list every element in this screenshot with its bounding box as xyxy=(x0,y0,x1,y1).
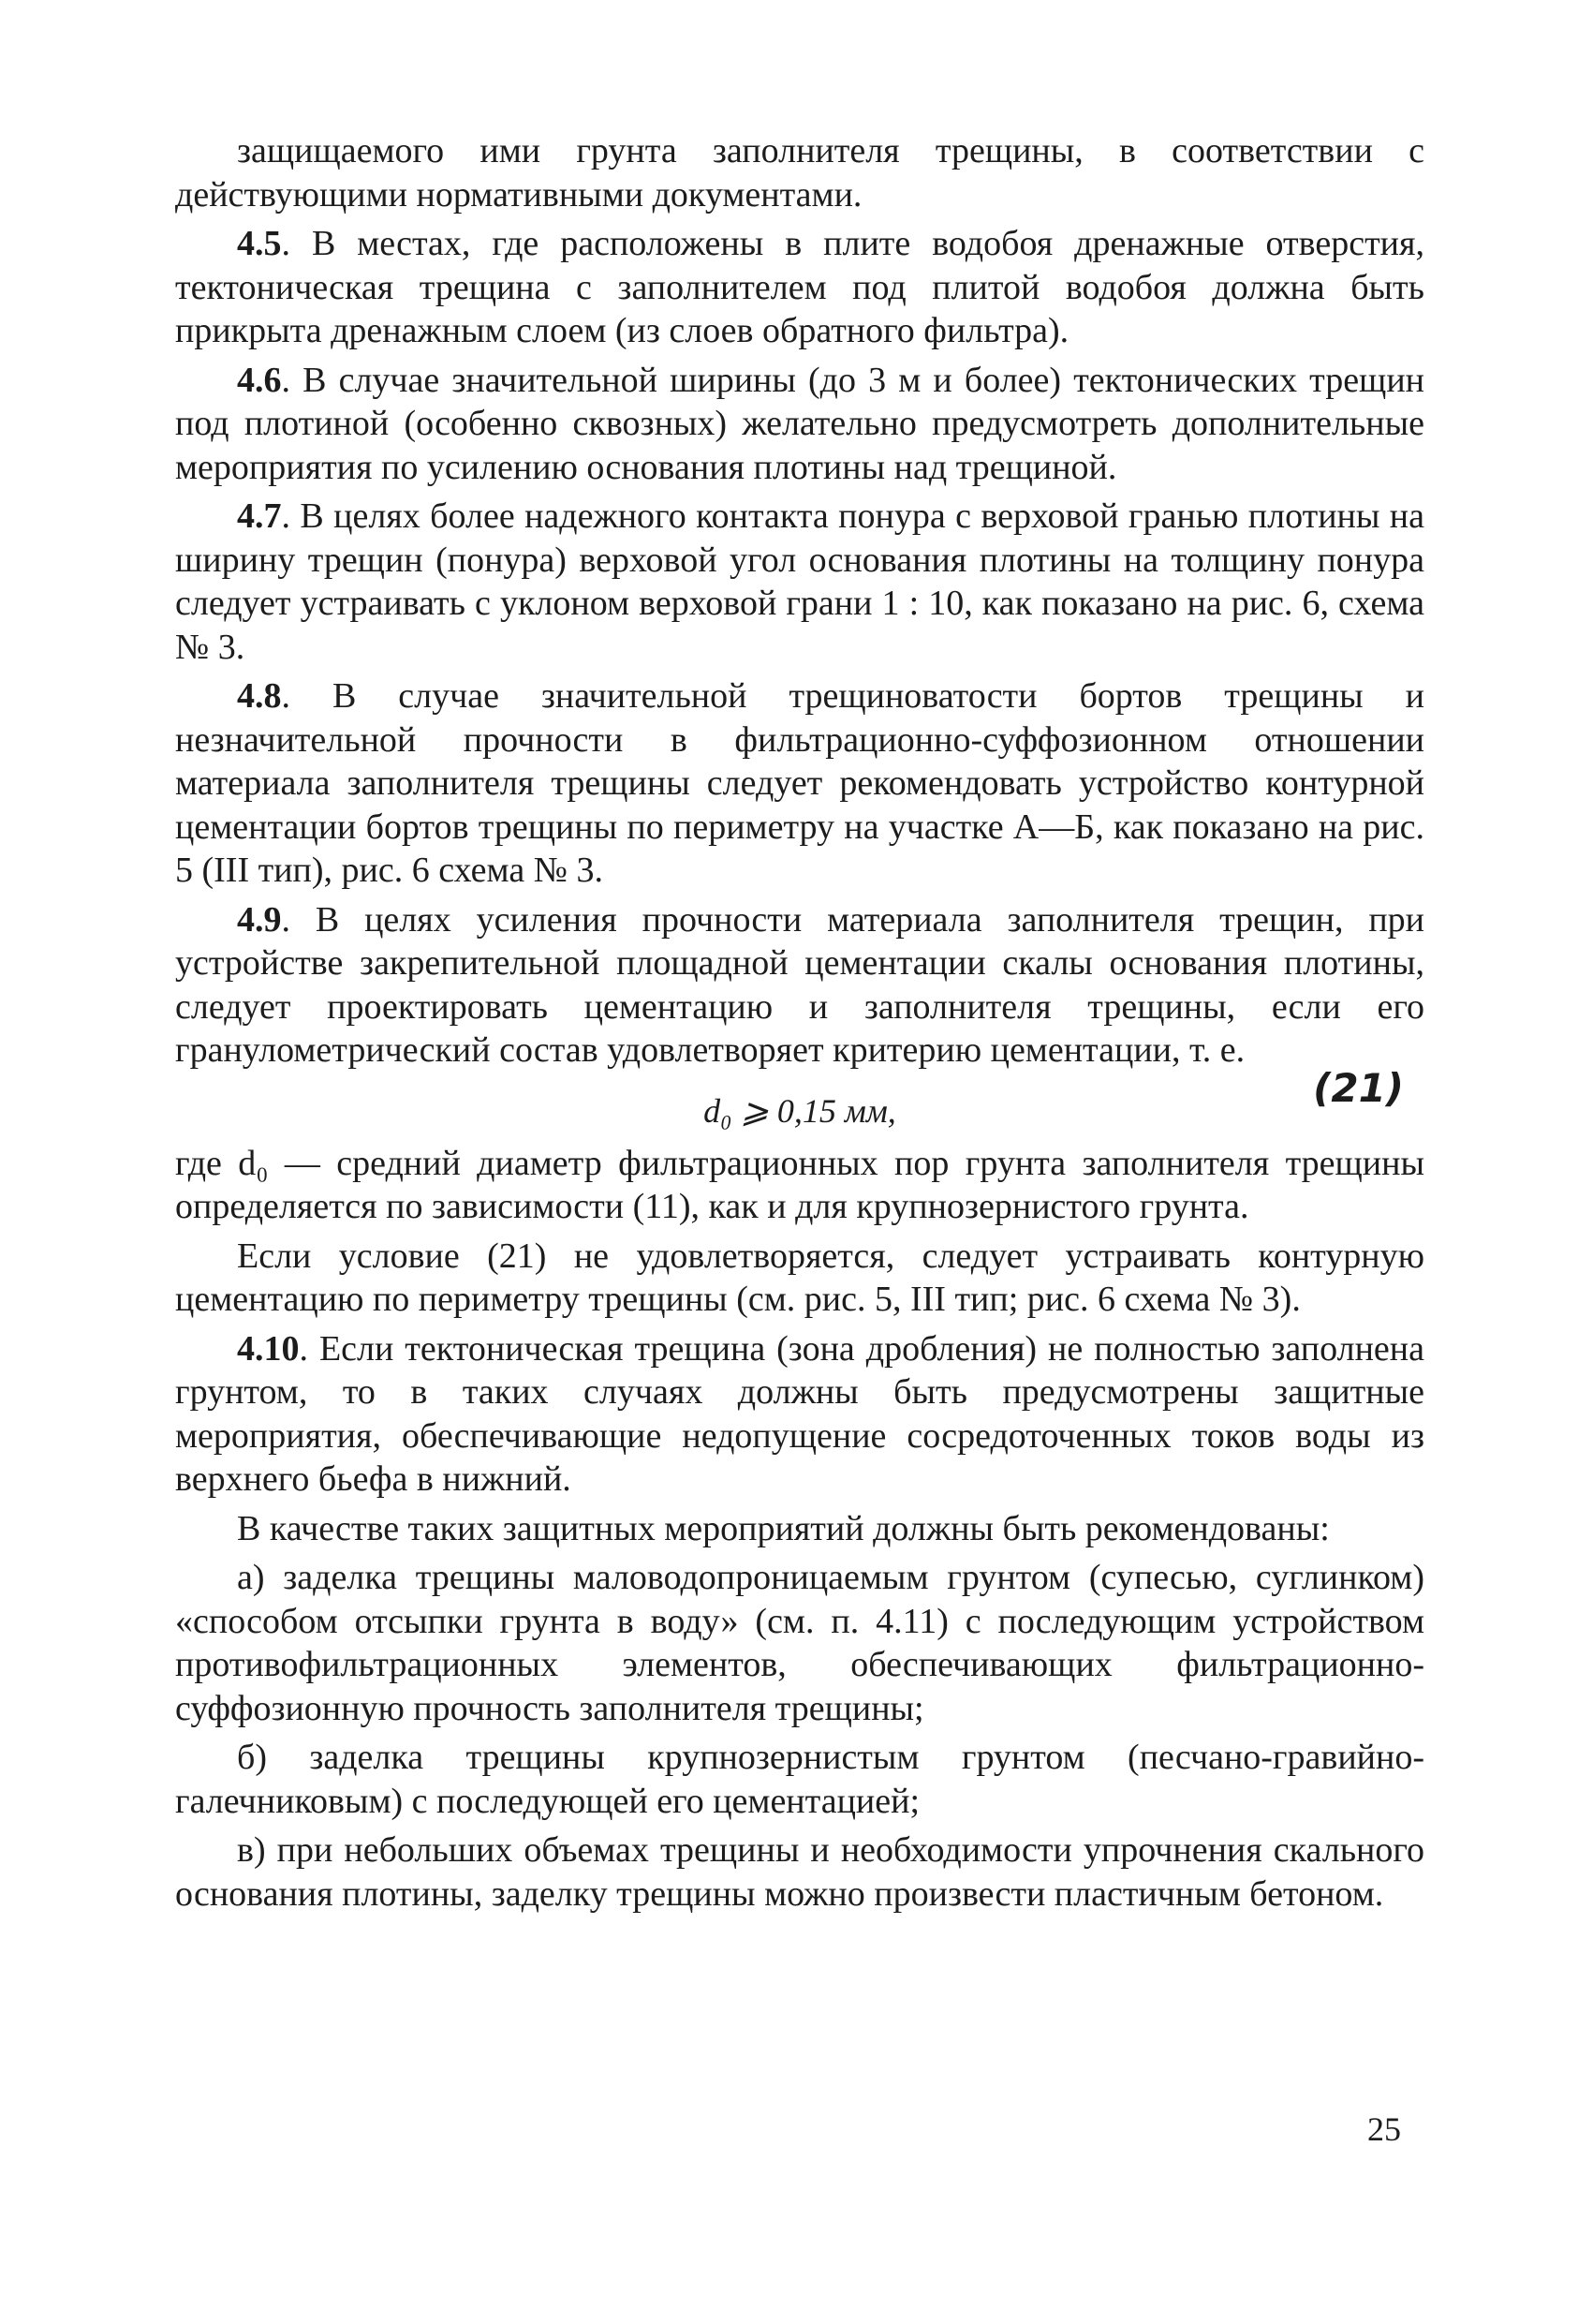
section-number: 4.5 xyxy=(237,224,282,263)
paragraph-text: Если условие (21) не удовлетворяется, следует устраивать контурную цементацию по периметру трещины (см. рис. 5, III тип; рис. 6 схема № 3). xyxy=(175,1236,1424,1319)
paragraph-text: где d₀ — средний диаметр фильтрационных пор грунта заполнителя трещины определяется по зависимости (11), как и для крупнозернистого грунта. xyxy=(175,1143,1424,1226)
paragraph-p0 xyxy=(175,129,1424,216)
paragraph-p10 xyxy=(175,1556,1424,1730)
paragraph-text: . В случае значительной ширины (до 3 м и более) тектонических трещин под плотиной (особенно сквозных) желательно предусмотреть дополнительные мероприятия по усилению основания плотины над трещиной. xyxy=(175,360,1424,487)
paragraph-text: а) заделка трещины маловодопроницаемым грунтом (супесью, суглинком) «способом отсыпки грунта в воду» (см. п. 4.11) с последующим устройством противофильтрационных элементов, обеспечивающих фильтрационно-суффозионную прочность заполнителя трещины; xyxy=(175,1558,1424,1728)
section-number: 4.7 xyxy=(237,496,282,536)
paragraph-p2 xyxy=(175,359,1424,490)
section-number: 4.8 xyxy=(237,676,282,716)
paragraph-text: . В местах, где расположены в плите водобоя дренажные отверстия, тектоническая трещина с заполнителем под плитой водобоя должна быть прикрыта дренажным слоем (из слоев обратного фильтра). xyxy=(175,224,1424,350)
text-body-top xyxy=(175,129,1424,1073)
paragraph-p7 xyxy=(175,1235,1424,1322)
formula-number: (21) xyxy=(1313,1064,1404,1111)
text-body-bottom xyxy=(175,1142,1424,1917)
section-number: 4.9 xyxy=(237,899,282,940)
paragraph-p3 xyxy=(175,495,1424,669)
paragraph-p8 xyxy=(175,1327,1424,1502)
paragraph-text: . Если тектоническая трещина (зона дробления) не полностью заполнена грунтом, то в таких случаях должны быть предусмотрены защитные мероприятия, обеспечивающие недопущение сосредоточенных токов воды из верхнего бьефа в нижний. xyxy=(175,1328,1424,1499)
paragraph-p6 xyxy=(175,1142,1424,1229)
section-number: 4.10 xyxy=(237,1328,300,1369)
paragraph-text: б) заделка трещины крупнозернистым грунтом (песчано-гравийно-галечниковым) с последующей его цементацией; xyxy=(175,1738,1424,1821)
paragraph-text: В качестве таких защитных мероприятий должны быть рекомендованы: xyxy=(237,1508,1330,1548)
paragraph-p9 xyxy=(175,1507,1424,1551)
paragraph-p1 xyxy=(175,222,1424,353)
page-number: 25 xyxy=(1367,2110,1401,2148)
section-number: 4.6 xyxy=(237,360,282,400)
paragraph-p12 xyxy=(175,1828,1424,1916)
paragraph-p5 xyxy=(175,898,1424,1073)
formula-21 xyxy=(175,1064,1424,1142)
paragraph-text: защищаемого ими грунта заполнителя трещины, в соответствии с действующими нормативными документами. xyxy=(175,131,1424,215)
paragraph-text: . В случае значительной трещиноватости бортов трещины и незначительной прочности в фильтрационно-суффозионном отношении материала заполнителя трещины следует рекомендовать устройство контурной цементации бортов трещины по периметру на участке А—Б, как показано на рис. 5 (III тип), рис. 6 схема № 3. xyxy=(175,676,1424,890)
paragraph-text: в) при небольших объемах трещины и необходимости упрочнения скального основания плотины, заделку трещины можно произвести пластичным бетоном. xyxy=(175,1830,1424,1914)
paragraph-text: . В целях более надежного контакта понура с верховой гранью плотины на ширину трещин (понура) верховой угол основания плотины на толщину понура следует устраивать с уклоном верховой грани 1 : 10, как показано на рис. 6, схема № 3. xyxy=(175,496,1424,667)
paragraph-p4 xyxy=(175,674,1424,893)
paragraph-p11 xyxy=(175,1736,1424,1823)
formula-expression: d₀ ⩾ 0,15 мм, xyxy=(703,1091,896,1130)
paragraph-text: . В целях усиления прочности материала заполнителя трещин, при устройстве закрепительной площадной цементации скалы основания плотины, следует проектировать цементацию и заполнителя трещины, если его гранулометрический состав удовлетворяет критерию цементации, т. е. xyxy=(175,899,1424,1070)
